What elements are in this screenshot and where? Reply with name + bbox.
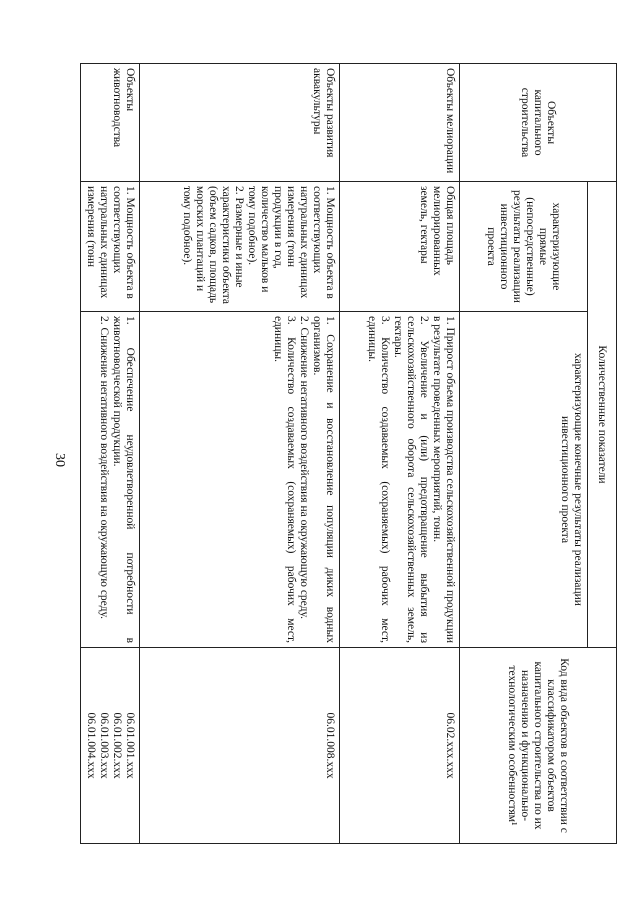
direct-item: 2. Размерные и иные характеристики объекта (объем садков, площадь морских плантаций и тому подобное).: [181, 186, 245, 304]
header-quant-group: Количественные показатели: [588, 182, 617, 648]
row-code: [81, 648, 140, 844]
row-code: [340, 648, 460, 844]
row-direct: [340, 182, 460, 312]
row-code: [140, 648, 340, 844]
final-item: 2. Снижение негативного воздействия на окружающую среду.: [298, 316, 310, 619]
header-objects: Объекты капитального строительства: [460, 64, 617, 182]
row-direct: [81, 182, 140, 312]
direct-item: 1. Мощность объекта в соответствующих натуральных единицах измерения (тонн продукции в год, количество мальков и тому подобное).: [246, 186, 336, 299]
header-row-top: [588, 64, 617, 844]
row-object: Объекты мелиорации: [340, 64, 460, 182]
row-object: Объекты животноводства: [81, 64, 140, 182]
row-final: [81, 312, 140, 648]
final-item: 1. Сохранение и восстановление популяции диких водных организмов.: [311, 316, 336, 644]
code-item: 06.01.003.xxx: [98, 712, 110, 779]
page-number: 30: [52, 453, 67, 467]
row-object: Объекты развития аквакультуры: [140, 64, 340, 182]
table-row: [340, 64, 460, 844]
table-row: [81, 64, 140, 844]
final-item: 1. Обеспечение неудовлетворенной потребности в животноводческой продукции.: [111, 316, 136, 644]
direct-item: 1. Мощность объекта в соответствующих натуральных единицах измерения (тонн: [85, 186, 136, 299]
header-final: характеризующие конечные результаты реализации инвестиционного проекта: [460, 312, 588, 648]
direct-item: Общая площадь мелиорированных земель, гектары: [418, 186, 456, 276]
final-item: 2. Увеличение и (или) предотвращение выбытия из сельскохозяйственного оборота сельскохозяйственных земель, гектары.: [392, 316, 430, 644]
final-item: 3. Количество создаваемых (сохраняемых) рабочих мест, единицы.: [272, 316, 297, 644]
header-code: Код вида объектов в соответствии с классификатором объектов капитального строительства по их назначению и функционально-технологическим особенностям¹: [460, 648, 617, 844]
indicators-table: [80, 63, 617, 844]
row-direct: [140, 182, 340, 312]
final-item: 2. Снижение негативного воздействия на окружающую среду.: [98, 316, 110, 619]
code-item: 06.02.xxx.xxx: [444, 712, 456, 779]
code-item: 06.01.008.xxx: [324, 712, 336, 779]
row-final: [140, 312, 340, 648]
code-item: 06.01.002.xxx: [111, 712, 123, 779]
table-row: [140, 64, 340, 844]
row-final: [340, 312, 460, 648]
final-item: 3. Количество создаваемых (сохраняемых) рабочих мест, единицы.: [366, 316, 391, 644]
header-direct: характеризующие прямые (непосредственные) результаты реализации инвестиционного проекта: [460, 182, 588, 312]
code-item: 06.01.004.xxx: [85, 712, 97, 779]
code-item: 06.01.001.xxx: [124, 712, 136, 779]
indicators-table-wrapper: [85, 63, 617, 843]
final-item: 1. Прирост объема производства сельскохозяйственной продукции в результате проведенных мероприятий, тонн.: [431, 316, 456, 644]
